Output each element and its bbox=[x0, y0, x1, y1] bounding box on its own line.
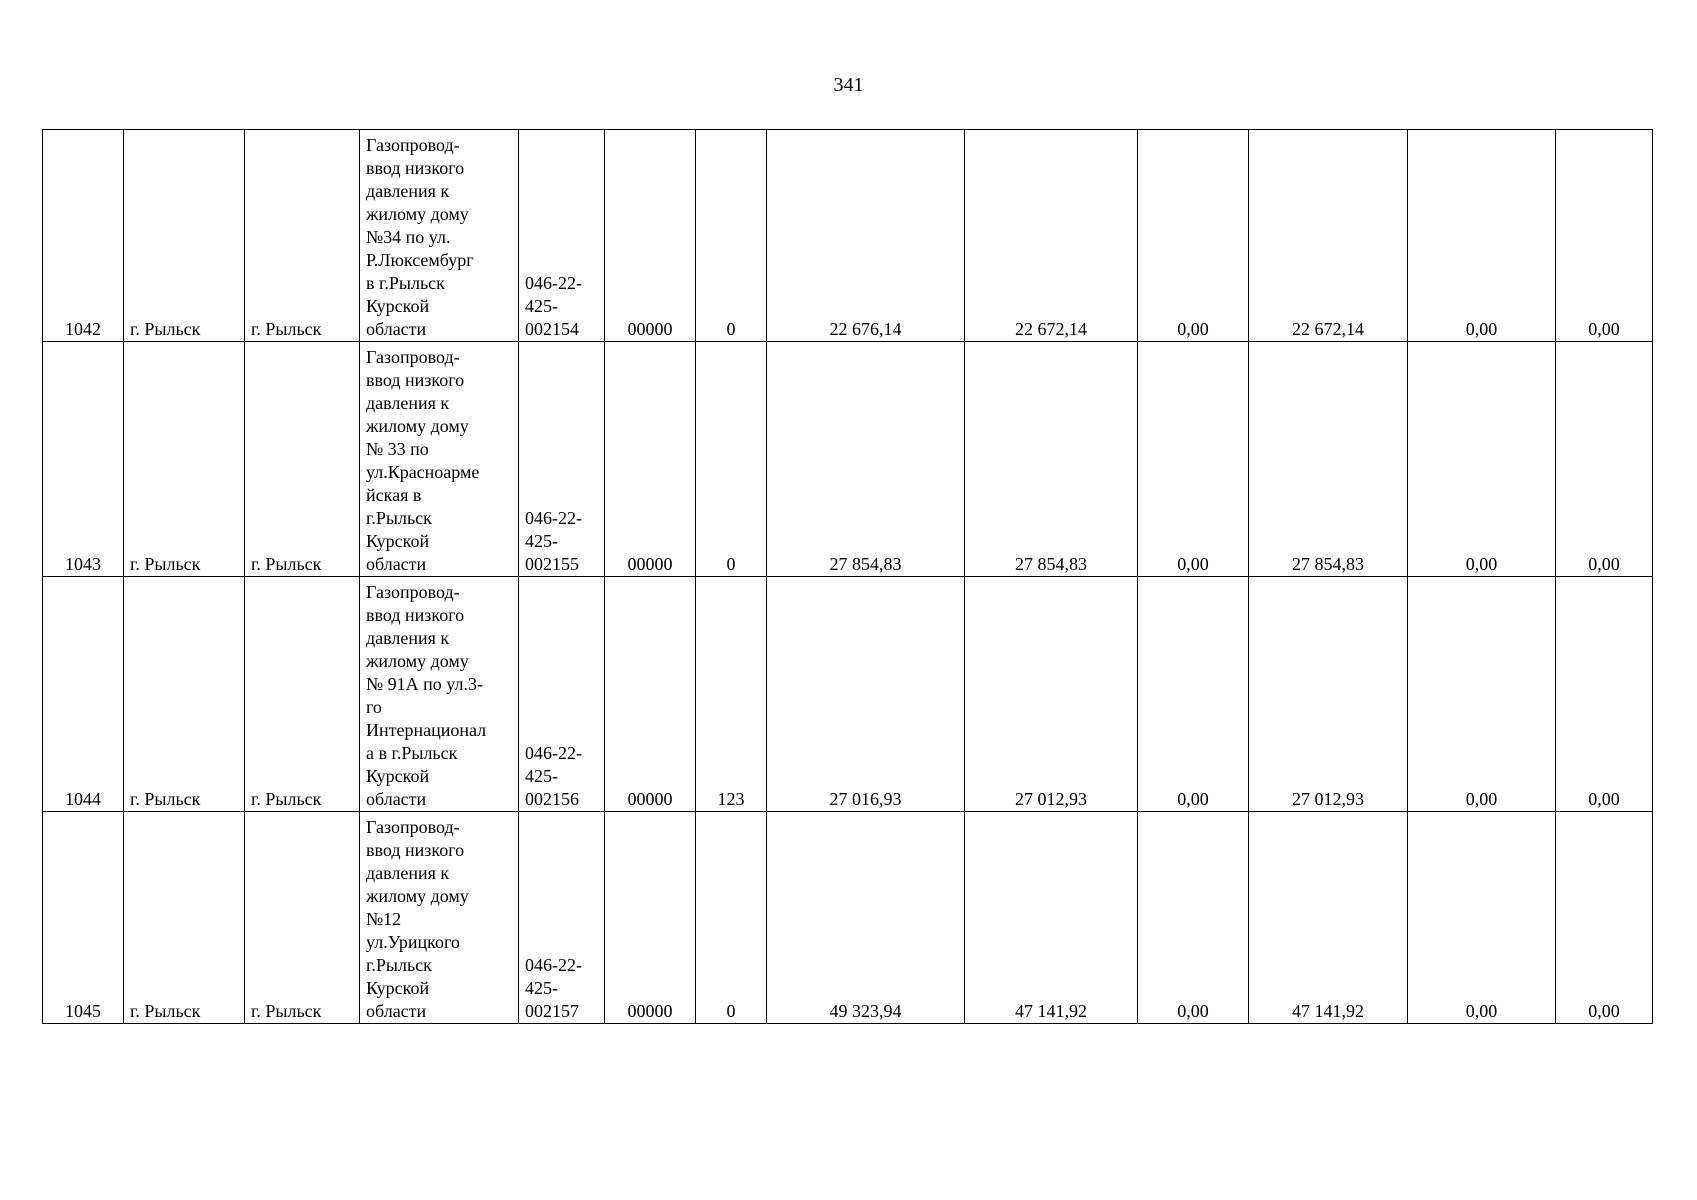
quantity-cell: 123 bbox=[696, 577, 767, 812]
table-row bbox=[43, 812, 1653, 1024]
quantity-cell: 0 bbox=[696, 812, 767, 1024]
quantity-cell: 0 bbox=[696, 130, 767, 342]
amount-cell-5: 0,00 bbox=[1408, 812, 1556, 1024]
amount-cell-6: 0,00 bbox=[1556, 130, 1653, 342]
amount-cell-1: 49 323,94 bbox=[767, 812, 965, 1024]
asset-register-table bbox=[42, 129, 1653, 1024]
amount-cell-2: 47 141,92 bbox=[965, 812, 1138, 1024]
amount-cell-5: 0,00 bbox=[1408, 130, 1556, 342]
amount-cell-3: 0,00 bbox=[1138, 130, 1249, 342]
locality-cell: г. Рыльск bbox=[124, 342, 245, 577]
row-number-cell: 1042 bbox=[43, 130, 124, 342]
amount-cell-3: 0,00 bbox=[1138, 577, 1249, 812]
object-description-cell: Газопровод- ввод низкого давления к жилому дому № 33 по ул.Красноарме йская в г.Рыльск Курской области bbox=[360, 342, 519, 577]
code-zero-cell: 00000 bbox=[605, 577, 696, 812]
inventory-code-cell: 046-22- 425- 002154 bbox=[519, 130, 605, 342]
row-number-cell: 1045 bbox=[43, 812, 124, 1024]
object-description-cell: Газопровод- ввод низкого давления к жилому дому № 91А по ул.3- го Интернационал а в г.Рыльск Курской области bbox=[360, 577, 519, 812]
inventory-code-cell: 046-22- 425- 002155 bbox=[519, 342, 605, 577]
locality-cell: г. Рыльск bbox=[124, 812, 245, 1024]
page-number: 341 bbox=[833, 74, 864, 96]
row-number-cell: 1043 bbox=[43, 342, 124, 577]
inventory-code-cell: 046-22- 425- 002156 bbox=[519, 577, 605, 812]
table-row bbox=[43, 130, 1653, 342]
address-city-cell: г. Рыльск bbox=[245, 577, 360, 812]
code-zero-cell: 00000 bbox=[605, 812, 696, 1024]
amount-cell-2: 22 672,14 bbox=[965, 130, 1138, 342]
code-zero-cell: 00000 bbox=[605, 342, 696, 577]
address-city-cell: г. Рыльск bbox=[245, 130, 360, 342]
address-city-cell: г. Рыльск bbox=[245, 812, 360, 1024]
amount-cell-4: 27 854,83 bbox=[1249, 342, 1408, 577]
amount-cell-6: 0,00 bbox=[1556, 577, 1653, 812]
amount-cell-6: 0,00 bbox=[1556, 342, 1653, 577]
amount-cell-4: 27 012,93 bbox=[1249, 577, 1408, 812]
table-row bbox=[43, 342, 1653, 577]
amount-cell-1: 22 676,14 bbox=[767, 130, 965, 342]
address-city-cell: г. Рыльск bbox=[245, 342, 360, 577]
object-description-cell: Газопровод- ввод низкого давления к жилому дому №12 ул.Урицкого г.Рыльск Курской области bbox=[360, 812, 519, 1024]
amount-cell-4: 47 141,92 bbox=[1249, 812, 1408, 1024]
table-row bbox=[43, 577, 1653, 812]
quantity-cell: 0 bbox=[696, 342, 767, 577]
amount-cell-5: 0,00 bbox=[1408, 342, 1556, 577]
inventory-code-cell: 046-22- 425- 002157 bbox=[519, 812, 605, 1024]
amount-cell-1: 27 854,83 bbox=[767, 342, 965, 577]
locality-cell: г. Рыльск bbox=[124, 130, 245, 342]
amount-cell-5: 0,00 bbox=[1408, 577, 1556, 812]
amount-cell-3: 0,00 bbox=[1138, 812, 1249, 1024]
amount-cell-2: 27 012,93 bbox=[965, 577, 1138, 812]
row-number-cell: 1044 bbox=[43, 577, 124, 812]
object-description-cell: Газопровод- ввод низкого давления к жилому дому №34 по ул. Р.Люксембург в г.Рыльск Курской области bbox=[360, 130, 519, 342]
amount-cell-2: 27 854,83 bbox=[965, 342, 1138, 577]
amount-cell-1: 27 016,93 bbox=[767, 577, 965, 812]
amount-cell-4: 22 672,14 bbox=[1249, 130, 1408, 342]
locality-cell: г. Рыльск bbox=[124, 577, 245, 812]
amount-cell-3: 0,00 bbox=[1138, 342, 1249, 577]
amount-cell-6: 0,00 bbox=[1556, 812, 1653, 1024]
code-zero-cell: 00000 bbox=[605, 130, 696, 342]
